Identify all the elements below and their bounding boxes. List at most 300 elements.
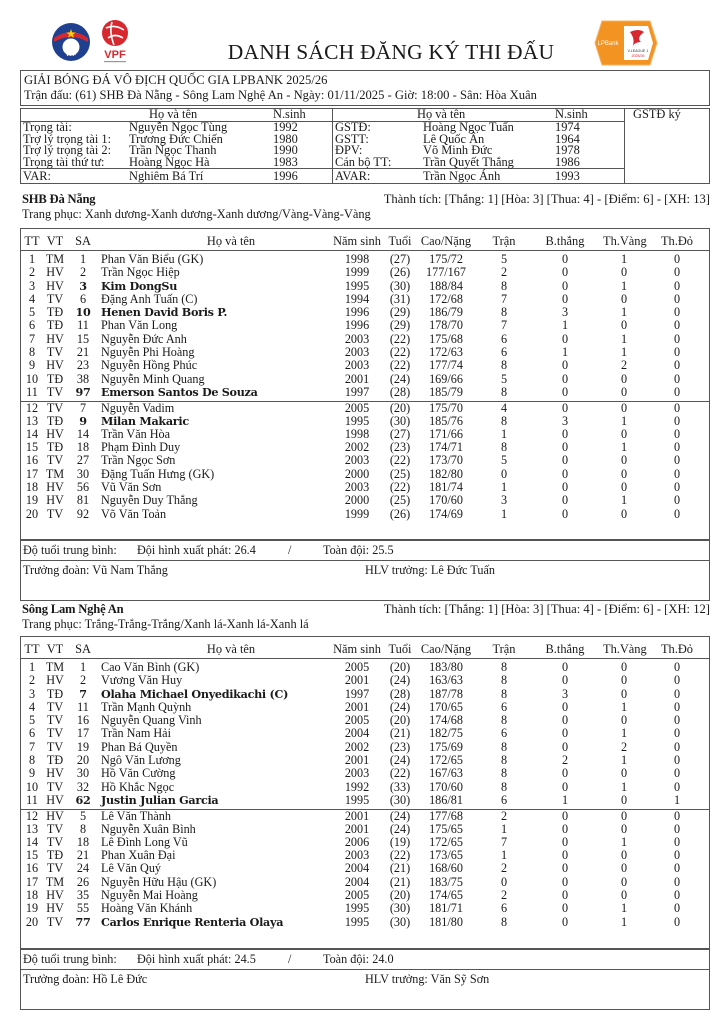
col-matches: 1 bbox=[500, 480, 508, 495]
col-age: (27) bbox=[389, 252, 411, 266]
col-yellow-cards: 0 bbox=[620, 453, 628, 468]
col-age: (25) bbox=[389, 493, 411, 508]
col-shirt-number: 7 bbox=[79, 401, 87, 416]
col-goals-header: B.thắng bbox=[545, 642, 585, 656]
col-yellow-cards: 0 bbox=[620, 318, 628, 333]
col-birth-year: 1994 bbox=[344, 291, 370, 306]
col-player-name-header: Họ và tên bbox=[206, 642, 256, 656]
col-shirt-number: 97 bbox=[75, 384, 91, 399]
col-age: (24) bbox=[389, 809, 411, 824]
col-red-cards: 0 bbox=[673, 779, 681, 794]
col-position: HV bbox=[46, 901, 64, 916]
col-age: (27) bbox=[389, 426, 411, 441]
supervisor-birth: 1974 bbox=[555, 120, 580, 134]
col-red-cards: 0 bbox=[673, 739, 681, 754]
col-matches: 1 bbox=[500, 426, 508, 441]
col-goals: 0 bbox=[561, 331, 569, 346]
col-goals: 0 bbox=[561, 861, 569, 876]
col-height-weight: 175/65 bbox=[429, 821, 463, 836]
col-birth-year: 2002 bbox=[344, 739, 370, 754]
roster-header bbox=[21, 637, 709, 659]
officials-header-name: Họ và tên bbox=[149, 107, 198, 121]
col-yellow-cards: 0 bbox=[620, 809, 628, 824]
col-tt: 2 bbox=[28, 265, 36, 280]
col-matches: 4 bbox=[500, 401, 508, 416]
col-age: (21) bbox=[389, 874, 411, 889]
col-goals: 0 bbox=[561, 493, 569, 508]
media-officer-role: Cán bộ TT: bbox=[335, 154, 392, 169]
head-coach: HLV trưởng: Lê Đức Tuấn bbox=[365, 563, 496, 577]
player-row bbox=[21, 454, 709, 467]
col-matches: 8 bbox=[500, 686, 508, 701]
col-goals: 0 bbox=[561, 914, 569, 929]
player-row bbox=[21, 727, 709, 740]
match-commissioner-name: Lê Quốc Ân bbox=[423, 131, 485, 146]
col-yellow-cards: 0 bbox=[620, 426, 628, 441]
col-height-weight: 168/60 bbox=[429, 861, 463, 876]
ar2-birth: 1990 bbox=[273, 143, 298, 157]
col-yellow-cards: 0 bbox=[620, 466, 628, 481]
col-position: TV bbox=[46, 506, 64, 521]
col-goals: 0 bbox=[561, 506, 569, 521]
col-tt: 13 bbox=[25, 413, 39, 428]
col-age: (24) bbox=[389, 753, 411, 768]
col-player-name: Cao Văn Bình (GK) bbox=[101, 660, 200, 674]
player-row bbox=[21, 754, 709, 767]
player-row bbox=[21, 346, 709, 359]
player-row bbox=[21, 428, 709, 441]
col-goals: 0 bbox=[561, 848, 569, 863]
col-yellow-cards: 0 bbox=[620, 506, 628, 521]
referee-birth: 1992 bbox=[273, 120, 298, 134]
col-player-name: Phan Văn Long bbox=[101, 318, 178, 333]
col-yellow-cards: 1 bbox=[620, 440, 628, 455]
col-goals: 1 bbox=[561, 345, 569, 360]
dpv-name: Võ Minh Đức bbox=[423, 143, 493, 157]
officials-header-birth: N.sinh bbox=[273, 107, 306, 121]
col-matches: 5 bbox=[500, 371, 508, 386]
col-yellow-cards: 1 bbox=[620, 914, 628, 929]
col-matches: 7 bbox=[500, 834, 508, 849]
col-matches: 6 bbox=[500, 331, 508, 346]
col-birth-year: 1996 bbox=[344, 318, 370, 333]
col-goals: 2 bbox=[561, 753, 569, 768]
col-yellow-cards: 0 bbox=[620, 384, 628, 399]
col-height-weight: 181/74 bbox=[429, 480, 463, 495]
col-height-weight: 174/68 bbox=[429, 713, 463, 728]
col-red-cards: 0 bbox=[673, 252, 681, 266]
col-birth-year: 2001 bbox=[344, 699, 370, 714]
col-yellow-cards: 2 bbox=[620, 358, 628, 373]
col-matches: 8 bbox=[500, 440, 508, 455]
col-birth-year: 2003 bbox=[344, 848, 370, 863]
player-row bbox=[21, 781, 709, 794]
col-player-name: Vương Văn Huy bbox=[101, 673, 183, 688]
col-position: TV bbox=[46, 779, 64, 794]
col-player-name: Nguyễn Quang Vinh bbox=[101, 713, 202, 728]
col-tt: 15 bbox=[25, 440, 39, 455]
col-birth-year: 2004 bbox=[344, 874, 370, 889]
col-tt: 5 bbox=[28, 305, 36, 320]
col-birth-year: 2000 bbox=[344, 493, 370, 508]
col-age: (25) bbox=[389, 466, 411, 481]
col-yellow-cards: 1 bbox=[620, 779, 628, 794]
col-goals: 0 bbox=[561, 440, 569, 455]
col-shirt-number: 81 bbox=[76, 493, 90, 508]
col-age: (22) bbox=[389, 345, 411, 360]
col-shirt-number: 23 bbox=[76, 358, 90, 373]
col-tt: 5 bbox=[28, 713, 36, 728]
col-yellow-cards: 0 bbox=[620, 888, 628, 903]
col-shirt-number: 32 bbox=[76, 779, 90, 794]
col-age: (21) bbox=[389, 726, 411, 741]
avar-name: Trần Ngọc Ánh bbox=[423, 169, 501, 183]
col-yellow-cards: 0 bbox=[620, 766, 628, 781]
col-height-weight: 173/65 bbox=[429, 848, 463, 863]
season-badge: 2025/26 bbox=[631, 54, 645, 58]
player-row bbox=[21, 701, 709, 714]
col-tt: 12 bbox=[25, 809, 39, 824]
player-row bbox=[21, 741, 709, 754]
avar-birth: 1993 bbox=[555, 169, 580, 183]
col-red-cards: 0 bbox=[673, 371, 681, 386]
col-goals: 0 bbox=[561, 480, 569, 495]
col-player-name: Kim DongSu bbox=[101, 278, 178, 293]
col-yellow-cards: 1 bbox=[620, 726, 628, 741]
col-goals: 3 bbox=[561, 413, 569, 428]
col-shirt-number: 2 bbox=[79, 673, 87, 688]
col-age-header: Tuổi bbox=[388, 234, 412, 248]
col-yellow-cards: 1 bbox=[620, 753, 628, 768]
col-birth-year: 1996 bbox=[344, 305, 370, 320]
col-tt: 8 bbox=[28, 753, 36, 768]
col-player-name: Lê Văn Quý bbox=[101, 861, 162, 876]
col-tt: 8 bbox=[28, 345, 36, 360]
col-age: (33) bbox=[389, 779, 411, 794]
col-position: TV bbox=[46, 453, 64, 468]
col-birth-year: 1998 bbox=[344, 426, 370, 441]
col-shirt-number: 38 bbox=[76, 371, 90, 386]
col-birth-year-header: Năm sinh bbox=[333, 642, 381, 656]
col-goals: 3 bbox=[561, 686, 569, 701]
col-age-header: Tuổi bbox=[388, 642, 412, 656]
player-row bbox=[21, 481, 709, 494]
col-height-weight: 188/84 bbox=[429, 278, 463, 293]
player-row bbox=[21, 916, 709, 929]
team-uniform-home: Trang phục: Xanh dương-Xanh dương-Xanh dương/Vàng-Vàng-Vàng bbox=[22, 207, 371, 221]
col-position: HV bbox=[46, 358, 64, 373]
col-yellow-cards: 1 bbox=[620, 305, 628, 320]
player-row bbox=[21, 823, 709, 836]
col-red-cards: 0 bbox=[673, 384, 681, 399]
var-role: VAR: bbox=[23, 169, 52, 183]
col-yellow-cards: 0 bbox=[620, 480, 628, 495]
referee-name: Nguyễn Ngọc Tùng bbox=[129, 120, 228, 134]
col-yellow-cards: 1 bbox=[620, 331, 628, 346]
col-age: (22) bbox=[389, 453, 411, 468]
col-birth-year: 1992 bbox=[344, 779, 370, 794]
col-position: TV bbox=[46, 861, 64, 876]
col-goals: 0 bbox=[561, 821, 569, 836]
col-birth-year: 2003 bbox=[344, 453, 370, 468]
col-matches: 0 bbox=[500, 466, 508, 481]
col-goals: 0 bbox=[561, 265, 569, 280]
col-birth-year: 2005 bbox=[344, 888, 370, 903]
col-red-cards: 0 bbox=[673, 753, 681, 768]
player-row bbox=[21, 441, 709, 454]
player-row bbox=[21, 415, 709, 428]
col-goals: 0 bbox=[561, 278, 569, 293]
divider bbox=[21, 168, 624, 169]
col-red-cards: 0 bbox=[673, 766, 681, 781]
col-height-weight: 175/68 bbox=[429, 331, 463, 346]
col-matches: 2 bbox=[500, 265, 508, 280]
col-player-name: Lê Đình Long Vũ bbox=[101, 834, 188, 849]
col-yellow-cards: 0 bbox=[620, 821, 628, 836]
col-matches: 8 bbox=[500, 766, 508, 781]
col-matches: 1 bbox=[500, 506, 508, 521]
avg-age-box-away bbox=[20, 949, 710, 970]
col-shirt-number: 26 bbox=[76, 874, 90, 889]
col-player-name: Võ Văn Toản bbox=[101, 506, 167, 521]
col-height-weight: 175/69 bbox=[429, 739, 463, 754]
roster-table-home bbox=[20, 228, 710, 540]
col-shirt-number: 9 bbox=[79, 413, 87, 428]
col-goals: 0 bbox=[561, 291, 569, 306]
col-red-cards: 0 bbox=[673, 686, 681, 701]
col-matches: 8 bbox=[500, 914, 508, 929]
col-player-name: Nguyễn Hữu Hậu (GK) bbox=[101, 874, 217, 889]
col-position: HV bbox=[46, 278, 64, 293]
col-shirt-number: 7 bbox=[79, 686, 87, 701]
col-age: (26) bbox=[389, 506, 411, 521]
player-row bbox=[21, 253, 709, 266]
staff-box-away bbox=[20, 969, 710, 1010]
avg-age-separator: / bbox=[288, 543, 292, 557]
match-commissioner-birth: 1964 bbox=[555, 131, 580, 146]
col-goals: 0 bbox=[561, 358, 569, 373]
col-goals: 0 bbox=[561, 766, 569, 781]
col-player-name: Justin Julian Garcia bbox=[101, 792, 219, 807]
col-matches: 0 bbox=[500, 874, 508, 889]
col-position: TĐ bbox=[46, 753, 64, 768]
col-red-cards-header: Th.Đỏ bbox=[660, 234, 693, 248]
col-age: (29) bbox=[389, 305, 411, 320]
col-yellow-cards: 1 bbox=[620, 901, 628, 916]
col-position: HV bbox=[46, 426, 64, 441]
col-tt: 7 bbox=[28, 331, 36, 346]
player-row bbox=[21, 688, 709, 701]
col-red-cards: 0 bbox=[673, 401, 681, 416]
col-yellow-cards: 0 bbox=[620, 673, 628, 688]
col-birth-year: 1995 bbox=[344, 901, 370, 916]
col-yellow-cards: 0 bbox=[620, 861, 628, 876]
player-row bbox=[21, 319, 709, 332]
col-tt: 2 bbox=[28, 673, 36, 688]
avg-age-starting: Đội hình xuất phát: 24.5 bbox=[137, 952, 256, 966]
col-position: TV bbox=[46, 739, 64, 754]
col-height-weight: 172/65 bbox=[429, 753, 463, 768]
col-red-cards: 0 bbox=[673, 305, 681, 320]
col-age: (28) bbox=[389, 384, 411, 399]
col-age: (24) bbox=[389, 821, 411, 836]
col-shirt-number: 92 bbox=[76, 506, 90, 521]
col-red-cards: 0 bbox=[673, 440, 681, 455]
col-yellow-cards-header: Th.Vàng bbox=[603, 234, 647, 248]
col-position: TM bbox=[45, 874, 65, 889]
col-player-name: Phan Văn Biểu (GK) bbox=[101, 252, 204, 266]
col-shirt-number: 11 bbox=[77, 318, 89, 333]
vpf-text: VPF bbox=[104, 49, 126, 61]
col-red-cards: 0 bbox=[673, 506, 681, 521]
col-matches: 5 bbox=[500, 453, 508, 468]
col-goals: 0 bbox=[561, 401, 569, 416]
col-shirt-number: 18 bbox=[76, 834, 90, 849]
col-matches: 1 bbox=[500, 821, 508, 836]
col-matches: 6 bbox=[500, 792, 508, 807]
col-position: TV bbox=[46, 699, 64, 714]
col-tt: 3 bbox=[28, 686, 36, 701]
col-birth-year: 2000 bbox=[344, 466, 370, 481]
col-shirt-number: 62 bbox=[75, 792, 91, 807]
col-player-name: Nguyễn Duy Thắng bbox=[101, 493, 198, 508]
col-height-weight: 186/81 bbox=[429, 792, 463, 807]
col-red-cards: 1 bbox=[673, 792, 681, 807]
col-age: (22) bbox=[389, 358, 411, 373]
col-matches: 8 bbox=[500, 358, 508, 373]
col-height-weight: 173/70 bbox=[429, 453, 463, 468]
col-red-cards: 0 bbox=[673, 888, 681, 903]
col-height-weight: 172/68 bbox=[429, 291, 463, 306]
col-matches: 8 bbox=[500, 305, 508, 320]
player-row bbox=[21, 468, 709, 481]
player-row bbox=[21, 902, 709, 915]
col-position: TM bbox=[45, 466, 65, 481]
col-tt: 3 bbox=[28, 278, 36, 293]
col-tt: 4 bbox=[28, 291, 36, 306]
col-matches: 8 bbox=[500, 713, 508, 728]
col-red-cards: 0 bbox=[673, 834, 681, 849]
col-goals: 0 bbox=[561, 660, 569, 674]
col-tt-header: TT bbox=[24, 234, 40, 248]
col-player-name: Nguyễn Minh Quang bbox=[101, 371, 205, 386]
col-player-name: Lê Văn Thành bbox=[101, 809, 171, 824]
col-yellow-cards: 2 bbox=[620, 739, 628, 754]
col-matches: 6 bbox=[500, 901, 508, 916]
col-yellow-cards: 1 bbox=[620, 699, 628, 714]
col-height-weight: 174/71 bbox=[429, 440, 463, 455]
ar2-role: Trợ lý trọng tài 2: bbox=[23, 143, 112, 157]
col-matches: 2 bbox=[500, 861, 508, 876]
col-birth-year: 2003 bbox=[344, 480, 370, 495]
player-row bbox=[21, 876, 709, 889]
col-goals: 0 bbox=[561, 252, 569, 266]
col-shirt-number: 77 bbox=[75, 914, 91, 929]
col-tt: 16 bbox=[25, 861, 39, 876]
col-age: (24) bbox=[389, 371, 411, 386]
col-tt: 1 bbox=[28, 252, 36, 266]
col-age: (20) bbox=[389, 713, 411, 728]
col-player-name: Milan Makaric bbox=[101, 413, 189, 428]
col-red-cards: 0 bbox=[673, 318, 681, 333]
col-tt: 18 bbox=[25, 480, 39, 495]
col-shirt-number: 1 bbox=[79, 660, 87, 674]
col-age: (23) bbox=[389, 739, 411, 754]
col-tt: 14 bbox=[25, 834, 39, 849]
ar1-name: Trương Đức Chiến bbox=[129, 131, 223, 146]
col-height-weight: 174/69 bbox=[429, 506, 463, 521]
col-position: TĐ bbox=[46, 318, 64, 333]
col-yellow-cards: 0 bbox=[620, 686, 628, 701]
col-yellow-cards: 1 bbox=[620, 413, 628, 428]
col-goals: 0 bbox=[561, 426, 569, 441]
col-red-cards: 0 bbox=[673, 358, 681, 373]
col-height-weight: 182/75 bbox=[429, 726, 463, 741]
col-shirt-number: 15 bbox=[76, 331, 90, 346]
col-position: HV bbox=[46, 331, 64, 346]
avg-age-starting: Đội hình xuất phát: 26.4 bbox=[137, 543, 256, 557]
ar1-birth: 1980 bbox=[273, 131, 298, 146]
col-position-header: VT bbox=[46, 642, 64, 656]
col-player-name: Carlos Enrique Renteria Olaya bbox=[101, 914, 284, 929]
col-player-name: Phạm Đình Duy bbox=[101, 440, 181, 455]
dpv-role: ĐPV: bbox=[335, 143, 363, 157]
fourth-official-birth: 1983 bbox=[273, 154, 298, 169]
team-stats-home: Thành tích: [Thắng: 1] [Hòa: 3] [Thua: 4] - [Điểm: 6] - [XH: 13] bbox=[383, 192, 710, 206]
col-birth-year-header: Năm sinh bbox=[333, 234, 381, 248]
col-matches: 1 bbox=[500, 848, 508, 863]
col-player-name: Nguyễn Xuân Bình bbox=[101, 821, 196, 836]
col-goals: 0 bbox=[561, 779, 569, 794]
officials-header-name-2: Họ và tên bbox=[417, 107, 466, 121]
page-title: DANH SÁCH ĐĂNG KÝ THI ĐẤU bbox=[227, 40, 555, 64]
col-player-name: Hoàng Văn Khánh bbox=[101, 901, 193, 916]
col-height-weight: 181/80 bbox=[429, 914, 463, 929]
player-row bbox=[21, 373, 709, 386]
col-yellow-cards: 1 bbox=[620, 252, 628, 266]
col-age: (20) bbox=[389, 660, 411, 674]
col-age: (26) bbox=[389, 265, 411, 280]
team-name-away: Sông Lam Nghệ An bbox=[22, 602, 124, 616]
col-age: (22) bbox=[389, 848, 411, 863]
col-birth-year: 2002 bbox=[344, 440, 370, 455]
col-matches: 2 bbox=[500, 888, 508, 903]
col-red-cards: 0 bbox=[673, 480, 681, 495]
col-height-weight: 170/65 bbox=[429, 699, 463, 714]
col-tt: 19 bbox=[25, 493, 39, 508]
col-position: TĐ bbox=[46, 371, 64, 386]
player-row bbox=[21, 849, 709, 862]
col-shirt-number: 8 bbox=[79, 821, 87, 836]
player-row bbox=[21, 333, 709, 346]
col-position: HV bbox=[46, 480, 64, 495]
col-birth-year: 1998 bbox=[344, 252, 370, 266]
col-height-weight: 178/70 bbox=[429, 318, 463, 333]
col-height-weight: 175/72 bbox=[429, 252, 463, 266]
col-matches: 7 bbox=[500, 318, 508, 333]
col-position: HV bbox=[46, 792, 64, 807]
col-birth-year: 1999 bbox=[344, 265, 370, 280]
col-tt: 13 bbox=[25, 821, 39, 836]
col-shirt-number: 17 bbox=[76, 726, 90, 741]
col-tt: 19 bbox=[25, 901, 39, 916]
col-player-name: Nguyễn Phi Hoàng bbox=[101, 345, 195, 360]
team-name-home: SHB Đà Nẵng bbox=[22, 192, 96, 206]
col-height-weight: 175/70 bbox=[429, 401, 463, 416]
col-matches: 5 bbox=[500, 252, 508, 266]
lpbank-text: LPBank bbox=[597, 41, 619, 47]
col-player-name: Trần Ngọc Hiệp bbox=[101, 265, 180, 280]
